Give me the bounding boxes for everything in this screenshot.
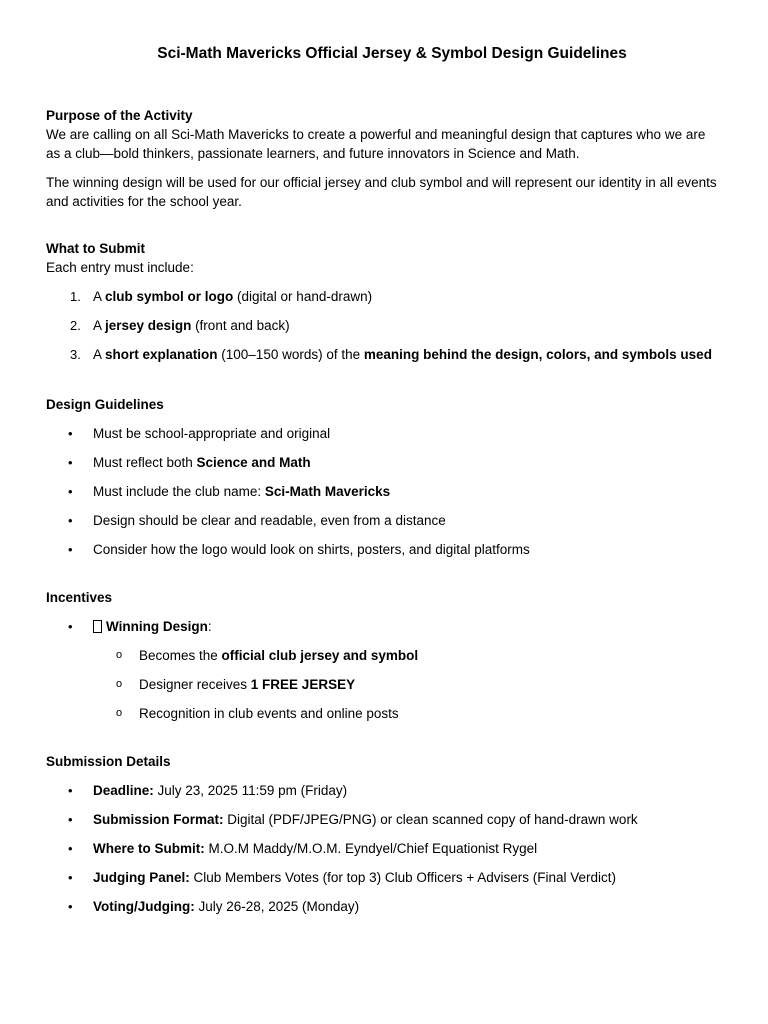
purpose-paragraph-1: We are calling on all Sci-Math Mavericks to create a powerful and meaningful design that captures who we are as a club—bold thinkers, passionate learners, and future innovators in Science and Math. [46,127,706,161]
purpose-heading: Purpose of the Activity [46,108,193,123]
purpose-section [46,106,722,211]
detail-value: Digital (PDF/JPEG/PNG) or clean scanned copy of hand-drawn work [223,812,638,827]
bullet-marker: • [68,812,73,827]
submit-section [46,239,722,364]
detail-label: Judging Panel: [93,870,190,885]
item-text: Must include the club name: [93,484,265,499]
incentives-sublist [46,646,722,723]
submit-item [46,345,722,364]
incentives-section [46,588,722,723]
incentive-subitem [46,675,722,694]
sub-bullet-marker: o [116,678,123,690]
item-text: Recognition in club events and online posts [139,706,399,721]
item-text: Becomes the [139,648,222,663]
guideline-item [46,511,722,530]
details-heading: Submission Details [46,754,171,769]
bullet-marker: • [68,870,73,885]
bullet-marker: • [68,542,73,557]
detail-item [46,810,722,829]
incentive-item [46,617,722,636]
item-bold-text: Science and Math [196,455,311,470]
guideline-item [46,540,722,559]
guidelines-heading: Design Guidelines [46,397,164,412]
item-text: (digital or hand-drawn) [233,289,373,304]
item-bold-text: club symbol or logo [105,289,234,304]
guideline-item [46,424,722,443]
submit-item [46,287,722,306]
incentive-subitem [46,646,722,665]
item-text: (100–150 words) of the [217,347,364,362]
submit-item [46,316,722,335]
document-page [46,44,722,916]
item-bold-text: Sci-Math Mavericks [264,484,391,499]
bullet-marker: • [68,619,73,634]
incentives-heading: Incentives [46,590,113,605]
detail-label: Submission Format: [93,812,224,827]
document-title: Sci-Math Mavericks Official Jersey & Symbol Design Guidelines [157,45,627,62]
item-bold-text: jersey design [105,318,192,333]
item-text: : [207,619,212,634]
incentives-list [46,617,722,636]
item-text: Design should be clear and readable, even from a distance [93,513,446,528]
item-text: Must be school-appropriate and original [93,426,331,441]
item-bold-text: meaning behind the design, colors, and symbols used [363,347,712,362]
guidelines-section [46,395,722,559]
item-text: (front and back) [191,318,290,333]
detail-label: Deadline: [93,783,154,798]
guideline-item [46,482,722,501]
submit-intro: Each entry must include: [46,260,194,275]
detail-item [46,781,722,800]
detail-item [46,839,722,858]
bullet-marker: • [68,841,73,856]
list-number: 1. [70,289,81,304]
guideline-item [46,453,722,472]
detail-label: Voting/Judging: [93,899,195,914]
purpose-paragraph-2: The winning design will be used for our official jersey and club symbol and will represent our identity in all events and activities for the school year. [46,175,717,209]
item-text: Must reflect both [93,455,197,470]
detail-value: July 23, 2025 11:59 pm (Friday) [153,783,348,798]
detail-value: Club Members Votes (for top 3) Club Officers + Advisers (Final Verdict) [189,870,617,885]
detail-item [46,897,722,916]
missing-glyph-icon [93,620,102,633]
item-text: A [93,289,106,304]
sub-bullet-marker: o [116,649,123,661]
item-bold-text: official club jersey and symbol [221,648,419,663]
bullet-marker: • [68,783,73,798]
bullet-marker: • [68,484,73,499]
detail-value: M.O.M Maddy/M.O.M. Eyndyel/Chief Equationist Rygel [204,841,538,856]
item-bold-text: Winning Design [106,619,208,634]
item-bold-text: short explanation [105,347,218,362]
bullet-marker: • [68,426,73,441]
item-text: Designer receives [139,677,251,692]
detail-label: Where to Submit: [93,841,205,856]
sub-bullet-marker: o [116,707,123,719]
list-number: 3. [70,347,81,362]
detail-item [46,868,722,887]
item-text: Consider how the logo would look on shirts, posters, and digital platforms [93,542,530,557]
submit-list [46,287,722,364]
guidelines-list [46,424,722,559]
details-section [46,752,722,916]
bullet-marker: • [68,455,73,470]
submit-heading: What to Submit [46,241,145,256]
details-list [46,781,722,916]
item-text: A [93,347,106,362]
item-text: A [93,318,106,333]
bullet-marker: • [68,513,73,528]
bullet-marker: • [68,899,73,914]
list-number: 2. [70,318,81,333]
item-bold-text: 1 FREE JERSEY [250,677,356,692]
incentive-subitem [46,704,722,723]
detail-value: July 26-28, 2025 (Monday) [194,899,360,914]
